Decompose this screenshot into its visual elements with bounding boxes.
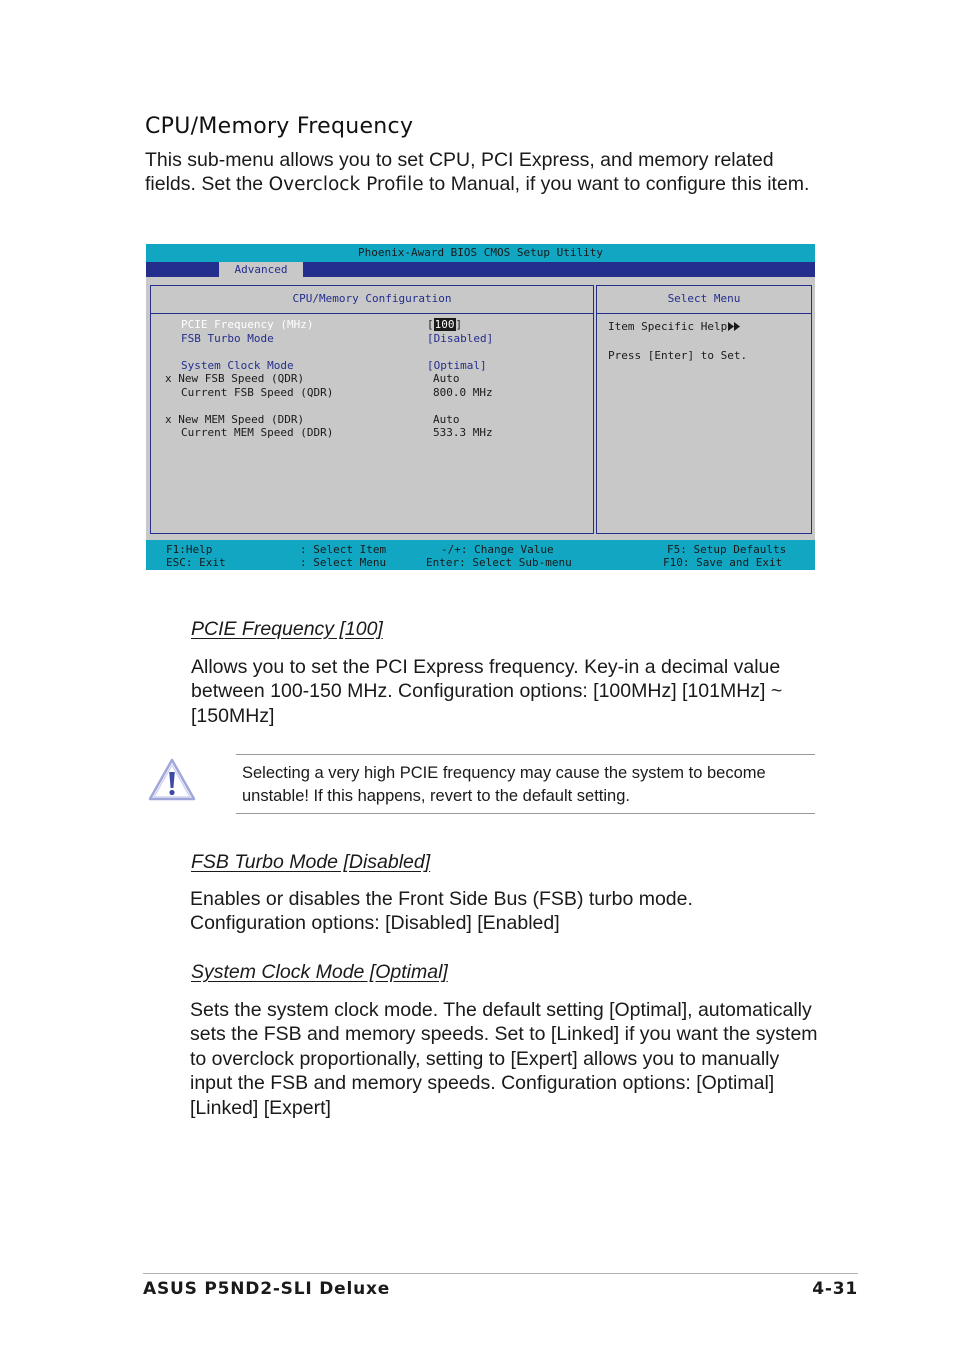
footer-f1-help: F1:Help bbox=[166, 543, 213, 556]
bios-config-pane bbox=[150, 285, 594, 534]
current-fsb-value: 800.0 MHz bbox=[433, 386, 493, 399]
footer-esc-exit: ESC: Exit bbox=[166, 556, 226, 569]
pcie-frequency-value[interactable]: [100] bbox=[427, 318, 463, 331]
footer-f5-defaults: F5: Setup Defaults bbox=[667, 543, 787, 556]
pcie-frequency-label[interactable]: PCIE Frequency (MHz) bbox=[181, 318, 314, 331]
footer-enter-submenu: Enter: Select Sub-menu bbox=[426, 556, 572, 569]
bios-help-pane bbox=[596, 285, 812, 534]
pcie-frequency-heading: PCIE Frequency [100] bbox=[191, 618, 383, 640]
intro-text-before: This sub-menu allows you to set CPU, PCI Express, and memory related fields. Set the bbox=[145, 149, 774, 195]
new-fsb-value: Auto bbox=[433, 372, 460, 385]
bios-footer-bar bbox=[146, 540, 815, 570]
footer-f10-save: F10: Save and Exit bbox=[663, 556, 783, 569]
item-help-text: Item Specific Help bbox=[608, 320, 728, 333]
fsb-turbo-heading: FSB Turbo Mode [Disabled] bbox=[191, 851, 431, 873]
intro-text-after: to Manual, if you want to configure this item. bbox=[423, 173, 810, 195]
section-intro bbox=[145, 148, 825, 197]
section-title: CPU/Memory Frequency bbox=[145, 114, 414, 139]
fsb-turbo-description bbox=[190, 887, 820, 936]
warning-triangle-icon bbox=[147, 757, 197, 803]
double-arrow-icon bbox=[727, 322, 741, 331]
fsb-turbo-label[interactable]: FSB Turbo Mode bbox=[181, 332, 274, 345]
system-clock-heading: System Clock Mode [Optimal] bbox=[191, 961, 448, 983]
caution-note-text: Selecting a very high PCIE frequency may cause the system to become unstable! If this happens, revert to the default setting. bbox=[242, 764, 766, 805]
footer-select-item: : Select Item bbox=[300, 543, 387, 556]
footer-change-value: -/+: Change Value bbox=[441, 543, 554, 556]
footer-rule bbox=[143, 1273, 858, 1274]
footer-product-name: ASUS P5ND2-SLI Deluxe bbox=[143, 1279, 391, 1299]
current-mem-value: 533.3 MHz bbox=[433, 426, 493, 439]
footer-select-menu: : Select Menu bbox=[300, 556, 387, 569]
tab-advanced[interactable]: Advanced bbox=[219, 262, 303, 277]
item-help-line bbox=[608, 320, 741, 333]
system-clock-value[interactable]: [Optimal] bbox=[427, 359, 487, 372]
bios-screen bbox=[146, 244, 815, 570]
current-mem-label: Current MEM Speed (DDR) bbox=[181, 426, 334, 439]
new-fsb-label: x New FSB Speed (QDR) bbox=[165, 372, 305, 385]
fsb-turbo-line-1: Enables or disables the Front Side Bus (FSB) turbo mode. bbox=[190, 888, 693, 910]
press-enter-help: Press [Enter] to Set. bbox=[608, 349, 748, 362]
footer-page-number: 4-31 bbox=[812, 1279, 858, 1299]
fsb-turbo-value[interactable]: [Disabled] bbox=[427, 332, 494, 345]
pcie-frequency-input[interactable]: 100 bbox=[434, 318, 455, 331]
config-pane-header: CPU/Memory Configuration bbox=[151, 286, 593, 314]
system-clock-label[interactable]: System Clock Mode bbox=[181, 359, 294, 372]
system-clock-description: Sets the system clock mode. The default setting [Optimal], automatically sets the FSB and memory speeds. Set to [Linked] if you want the system to overclock proportionally, setting to [Expert] allows you to manually input the FSB and memory speeds. Configuration options: [Optimal] [Linked] [Expert] bbox=[190, 999, 818, 1119]
intro-overclock-profile: Overclock Profile bbox=[268, 174, 424, 195]
new-mem-label: x New MEM Speed (DDR) bbox=[165, 413, 305, 426]
pcie-frequency-description: Allows you to set the PCI Express frequency. Key-in a decimal value between 100-150 MHz. Configuration options: [100MHz] [101MHz] ~ [150MHz] bbox=[191, 656, 783, 727]
new-mem-value: Auto bbox=[433, 413, 460, 426]
bios-menu-bar bbox=[146, 262, 815, 277]
current-fsb-label: Current FSB Speed (QDR) bbox=[181, 386, 334, 399]
bios-title-bar: Phoenix-Award BIOS CMOS Setup Utility bbox=[146, 244, 815, 262]
note-bottom-rule bbox=[236, 813, 815, 814]
fsb-turbo-line-2: Configuration options: [Disabled] [Enabled] bbox=[190, 912, 560, 935]
note-top-rule bbox=[236, 754, 815, 755]
help-pane-header: Select Menu bbox=[597, 286, 811, 314]
